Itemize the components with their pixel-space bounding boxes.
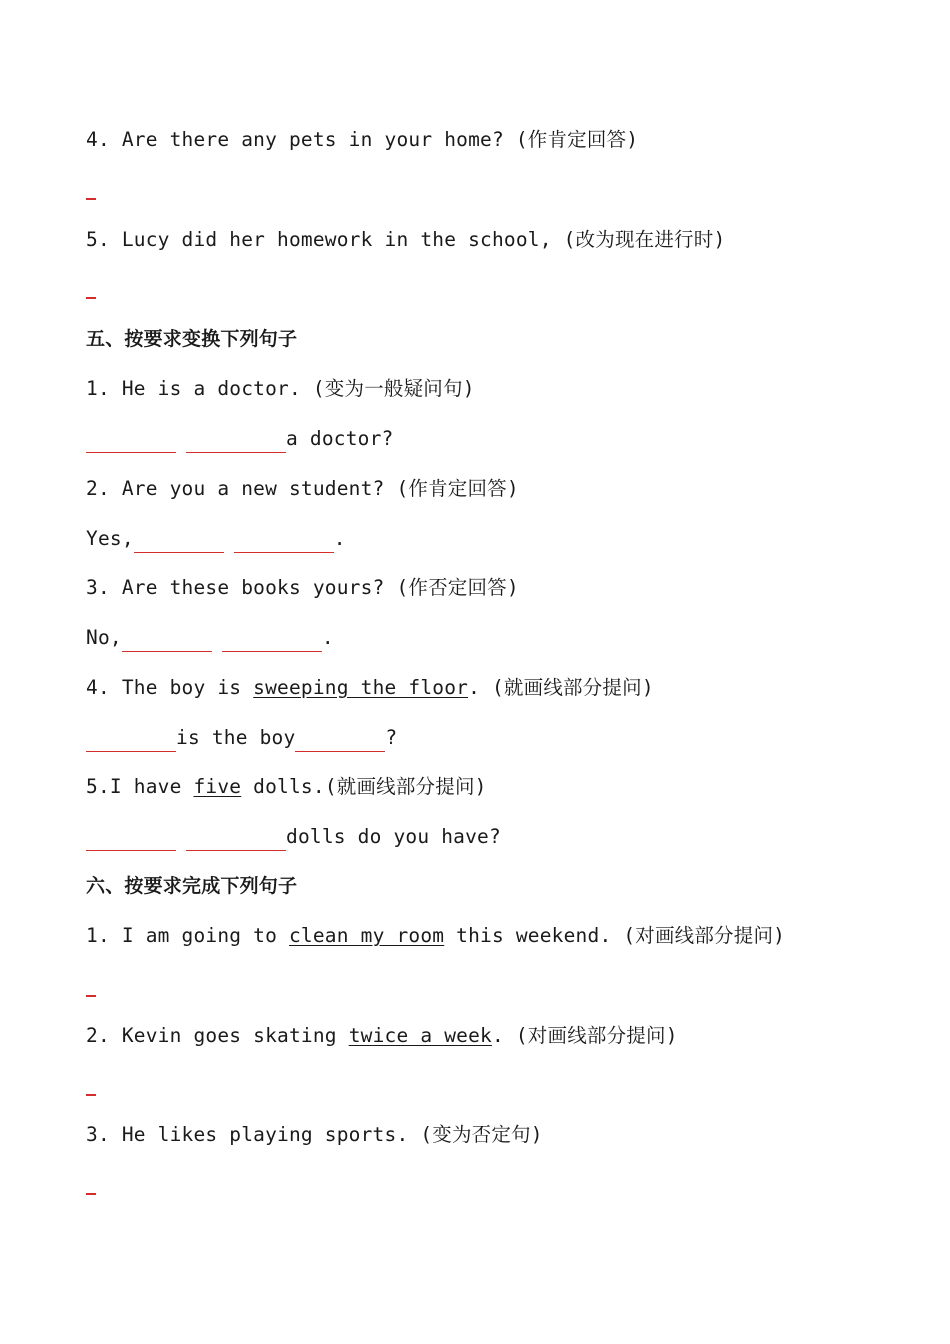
s6-question-2 [86, 1022, 678, 1050]
s5-q3-answer-tail: . [321, 626, 334, 649]
s5-question-3: 3. Are these books yours? (作否定回答) [86, 576, 519, 599]
s6-q3-answer-mark [86, 1193, 96, 1195]
blank-line[interactable] [86, 430, 176, 453]
s4-question-5: 5. Lucy did her homework in the school, (改为现在进行时) [86, 228, 726, 251]
s5-q1-answer [86, 425, 393, 453]
s6-q2-underlined-phrase: twice a week [348, 1024, 492, 1047]
s5-q4-text-after: . (就画线部分提问) [468, 676, 654, 699]
s6-q1-answer-mark [86, 995, 96, 997]
s6-question-3: 3. He likes playing sports. (变为否定句) [86, 1123, 543, 1146]
s5-q4-answer [86, 724, 397, 752]
s5-q1-answer-tail: a doctor? [286, 427, 394, 450]
blank-line[interactable] [134, 530, 224, 553]
s4-q5-answer-mark [86, 297, 96, 299]
blank-line[interactable] [222, 629, 322, 652]
s5-q5-text-before: 5.I have [86, 775, 194, 798]
s5-question-2: 2. Are you a new student? (作肯定回答) [86, 477, 519, 500]
s6-q2-text-after: . (对画线部分提问) [491, 1024, 678, 1047]
s5-q2-answer [86, 525, 346, 553]
blank-line[interactable] [186, 828, 286, 851]
blank-line[interactable] [86, 729, 176, 752]
s5-question-1: 1. He is a doctor. (变为一般疑问句) [86, 377, 475, 400]
section-6-heading: 六、按要求完成下列句子 [86, 875, 298, 897]
blank-line[interactable] [186, 430, 286, 453]
s5-q5-answer [86, 823, 501, 851]
blank-line[interactable] [234, 530, 334, 553]
s5-question-4 [86, 674, 654, 702]
s5-q3-answer [86, 624, 334, 652]
s6-q2-text-before: 2. Kevin goes skating [86, 1024, 349, 1047]
s5-q4-underlined-phrase: sweeping the floor [253, 676, 469, 699]
s5-q5-underlined-word: five [193, 775, 242, 798]
s5-q4-answer-tail: ? [385, 726, 398, 749]
blank-line[interactable] [86, 828, 176, 851]
blank-line[interactable] [295, 729, 385, 752]
s5-q2-answer-head: Yes, [86, 527, 134, 550]
s4-question-4: 4. Are there any pets in your home? (作肯定回答) [86, 128, 639, 151]
s5-q2-answer-tail: . [333, 527, 346, 550]
s5-question-5 [86, 773, 487, 801]
s5-q5-text-after: dolls.(就画线部分提问) [241, 775, 487, 798]
s5-q4-answer-mid: is the boy [176, 726, 296, 749]
s6-q1-underlined-phrase: clean my room [288, 924, 445, 947]
blank-line[interactable] [122, 629, 212, 652]
section-5-heading: 五、按要求变换下列句子 [86, 328, 298, 350]
s6-q1-text-after: this weekend. (对画线部分提问) [444, 924, 786, 947]
s5-q5-answer-tail: dolls do you have? [286, 825, 501, 848]
s6-q1-text-before: 1. I am going to [86, 924, 289, 947]
s6-question-1 [86, 922, 785, 950]
s5-q3-answer-head: No, [86, 626, 122, 649]
s4-q4-answer-mark [86, 198, 96, 200]
s5-q4-text-before: 4. The boy is [86, 676, 254, 699]
s6-q2-answer-mark [86, 1094, 96, 1096]
